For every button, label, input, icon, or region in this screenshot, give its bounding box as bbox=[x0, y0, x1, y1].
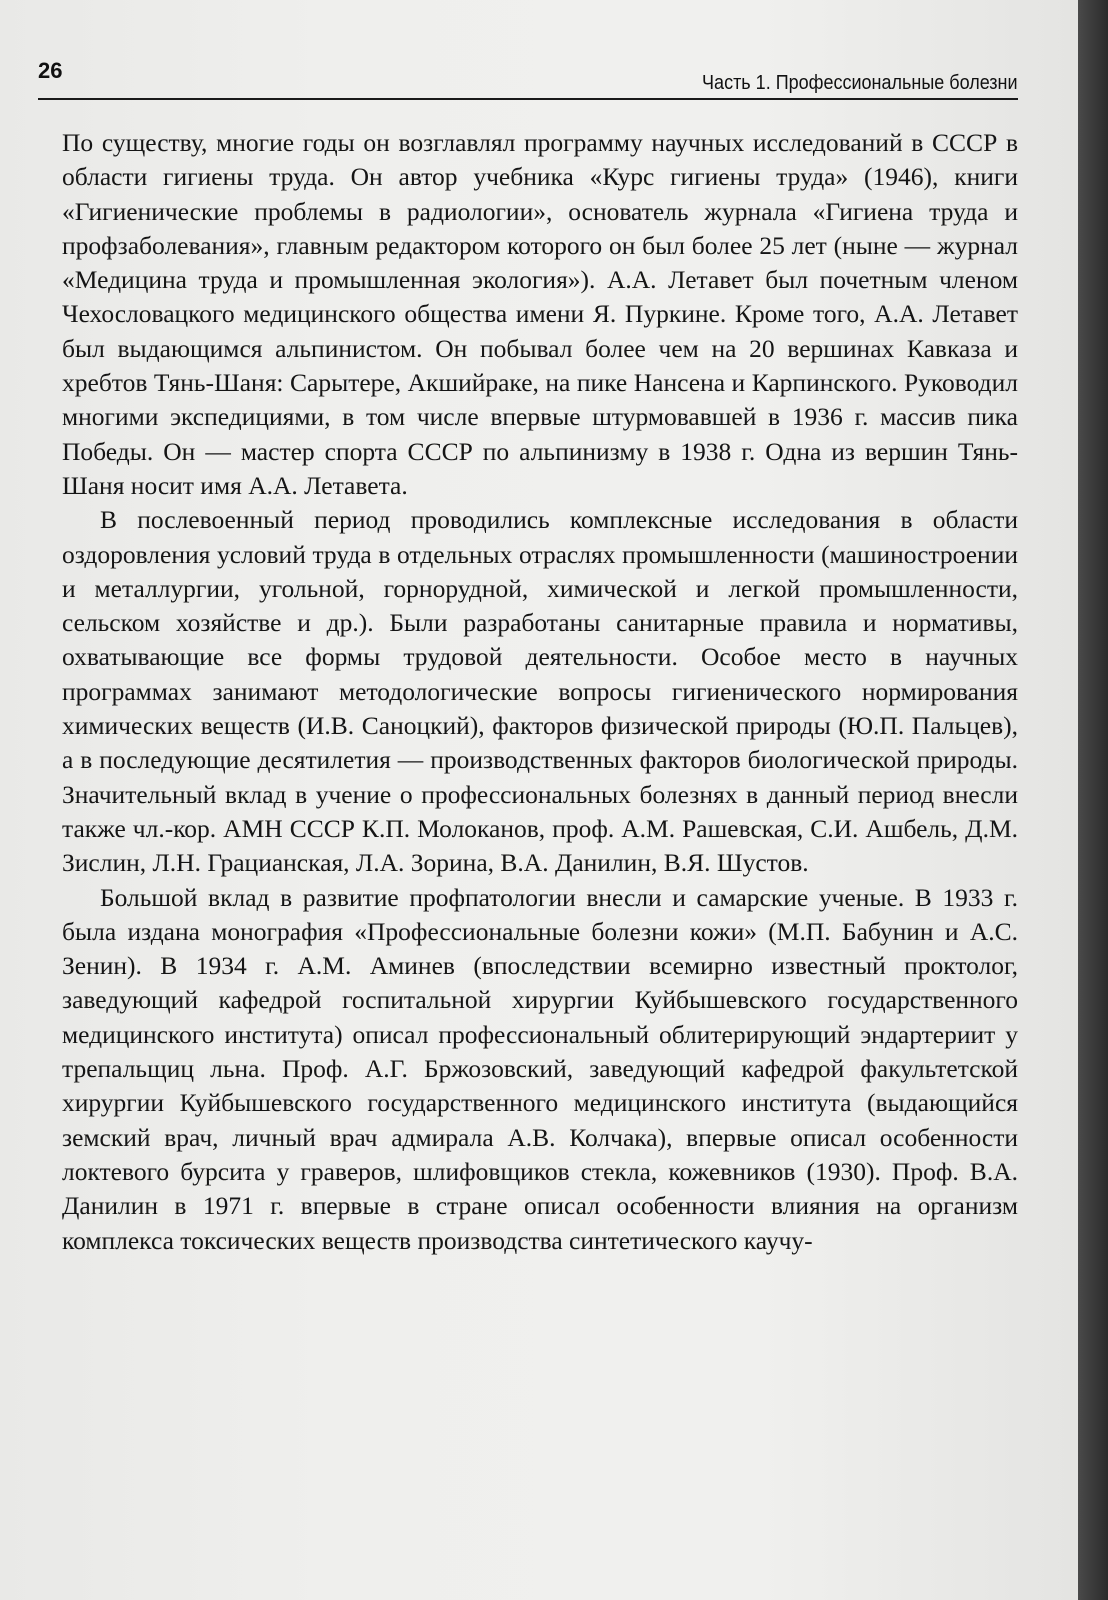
paragraph-3: Большой вклад в развитие профпатологии внесли и самарские ученые. В 1933 г. была издана монография «Профессиональные болезни кожи» (М.П. Бабунин и А.С. Зенин). В 1934 г. А.М. Аминев (впоследствии всемирно известный проктолог, заведующий кафедрой госпитальной хирургии Куйбышевского государственного медицинского института) описал профессиональный облитерирующий эндартериит у трепальщиц льна. Проф. А.Г. Бржозовский, заведующий кафедрой факультетской хирургии Куйбышевского государственного медицинского института (выдающийся земский врач, личный врач адмирала А.В. Колчака), впервые описал особенности локтевого бурсита у граверов, шлифовщиков стекла, кожевников (1930). Проф. В.А. Данилин в 1971 г. впервые в стране описал особенности влияния на организм комплекса токсических веществ производства синтетического каучу- bbox=[62, 882, 1018, 1255]
paragraph-1: По существу, многие годы он возглавлял программу научных исследований в СССР в области гигиены труда. Он автор учебника «Курс гигиены труда» (1946), книги «Гигиенические проблемы в радиологии», основатель журнала «Гигиена труда и профзаболевания», главным редактором которого он был более 25 лет (ныне — журнал «Медицина труда и промышленная экология»). А.А. Летавет был почетным членом Чехословацкого медицинского общества имени Я. Пуркине. Кроме того, А.А. Летавет был выдающимся альпинистом. Он побывал более чем на 20 вершинах Кавказа и хребтов Тянь-Шаня: Сарытере, Акшийраке, на пике Нансена и Карпинского. Руководил многими экспедициями, в том числе впервые штурмовавшей в 1936 г. массив пика Победы. Он — мастер спорта СССР по альпинизму в 1938 г. Одна из вершин Тянь-Шаня носит имя А.А. Летавета. bbox=[62, 128, 1018, 500]
page-number: 26 bbox=[38, 58, 63, 83]
body-text bbox=[62, 126, 1018, 1258]
running-header bbox=[38, 58, 1018, 100]
chapter-title: Часть 1. Профессиональные болезни bbox=[702, 72, 1018, 94]
paragraph-2: В послевоенный период проводились комплексные исследования в области оздоровления условий труда в отдельных отраслях промышленности (машиностроении и металлургии, угольной, горнорудной, химической и легкой промышленности, сельском хозяйстве и др.). Были разработаны санитарные правила и нормативы, охватывающие все формы трудовой деятельности. Особое место в научных программах занимают методологические вопросы гигиенического нормирования химических веществ (И.В. Саноцкий), факторов физической природы (Ю.П. Пальцев), а в последующие десятилетия — производственных факторов биологической природы. Значительный вклад в учение о профессиональных болезнях в данный период внесли также чл.-кор. АМН СССР К.П. Молоканов, проф. А.М. Рашевская, С.И. Ашбель, Д.М. Зислин, Л.Н. Грацианская, Л.А. Зорина, В.А. Данилин, В.Я. Шустов. bbox=[62, 505, 1018, 878]
